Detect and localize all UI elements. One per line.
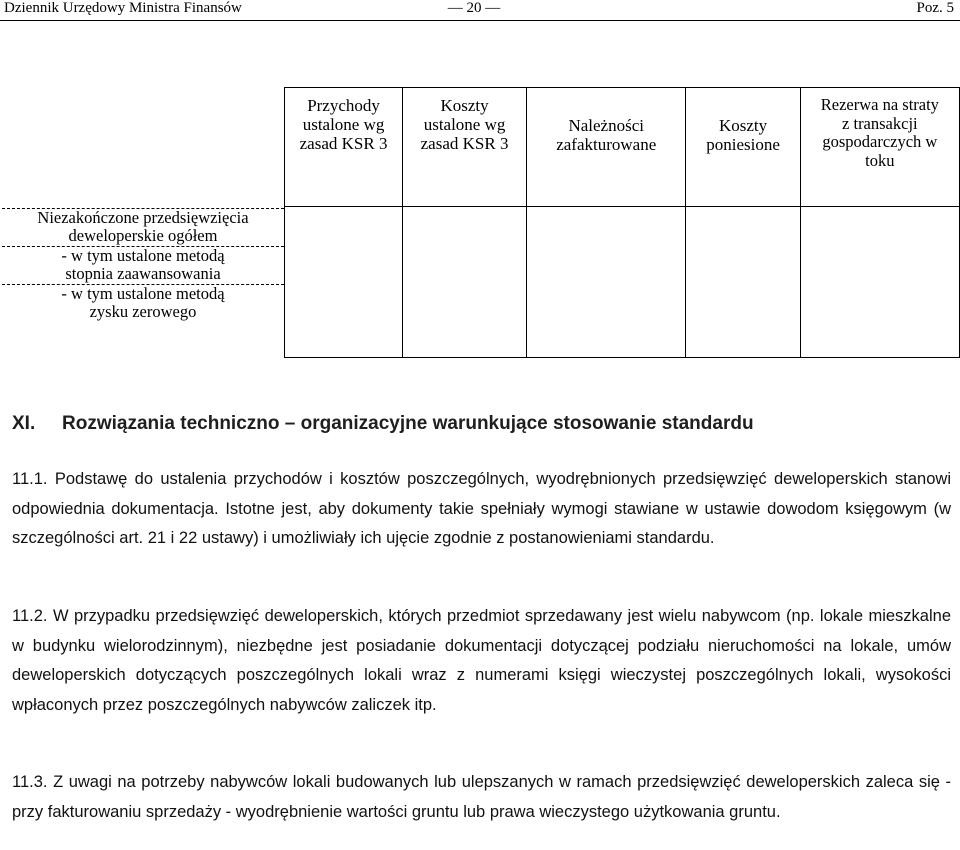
column-header (285, 88, 403, 207)
journal-title: Dziennik Urzędowy Ministra Finansów (4, 0, 242, 16)
row-label-line: zysku zerowego (89, 302, 197, 321)
row-label-line: - w tym ustalone metodą (61, 245, 225, 265)
paragraph-text: W przypadku przedsięwzięć deweloperskich, których przedmiot sprzedawany jest wielu nabywcom (np. lokale mieszkalne w budynku wielorodzinnym), niezbędne jest posiadanie dokumentacji dotyczącej podziału nieruchomości na lokale, umów deweloperskich dotyczących poszczególnych lokali wraz z numerami księgi wieczystej poszczególnych lokali, wysokości wpłaconych przez poszczególnych nabywców zaliczek itp. (12, 607, 951, 714)
column-header (526, 88, 686, 207)
row-label-line: - w tym ustalone metodą (61, 283, 225, 303)
row-label-line: Niezakończone przedsięwzięcia (37, 207, 249, 227)
position-number: Poz. 5 (916, 0, 954, 16)
table-cell (686, 207, 800, 358)
table-cell (285, 207, 403, 358)
paragraph (12, 768, 951, 827)
column-header-label: Rezerwa na straty z transakcji gospodarczych w toku (820, 95, 939, 170)
row-label-line: deweloperskie ogółem (2, 227, 284, 247)
section-number: XI. (12, 413, 36, 434)
section-heading (12, 413, 754, 435)
column-header-label: Koszty ustalone wg zasad KSR 3 (420, 96, 509, 153)
paragraph-number: 11.1. (12, 470, 48, 488)
row-label (2, 208, 284, 322)
column-header-label: Koszty poniesione (706, 116, 780, 154)
column-header (800, 88, 959, 207)
data-table (2, 87, 960, 358)
table-cell (526, 207, 686, 358)
paragraph-text: Podstawę do ustalenia przychodów i kosztów poszczególnych, wyodrębnionych przedsięwzięć deweloperskich stanowi odpowiednia dokumentacja. Istotne jest, aby dokumenty takie spełniały wymogi stawiane w ustawie dowodom księgowym (w szczególności art. 21 i 22 ustawy) i umożliwiały ich ujęcie zgodnie z postanowieniami standardu. (12, 470, 951, 547)
paragraph (12, 602, 951, 720)
table-cell (403, 207, 527, 358)
header-rule (0, 20, 960, 21)
page-number: — 20 — (447, 0, 501, 16)
column-header (403, 88, 527, 207)
row-label-line: stopnia zaawansowania (2, 265, 284, 285)
column-header-label: Przychody ustalone wg zasad KSR 3 (299, 96, 388, 153)
paragraph (12, 465, 951, 554)
row-label-cell (2, 88, 285, 358)
paragraph-number: 11.3. (12, 773, 48, 791)
table-cell (800, 207, 959, 358)
paragraph-text: Z uwagi na potrzeby nabywców lokali budowanych lub ulepszanych w ramach przedsięwzięć deweloperskich zaleca się - przy fakturowaniu sprzedaży - wyodrębnienie wartości gruntu lub prawa wieczystego użytkowania gruntu. (12, 773, 951, 821)
column-header-label: Należności zafakturowane (556, 116, 657, 154)
section-title: Rozwiązania techniczno – organizacyjne warunkujące stosowanie standardu (62, 413, 754, 434)
paragraph-number: 11.2. (12, 607, 48, 625)
page-header (0, 0, 960, 22)
column-header (686, 88, 800, 207)
